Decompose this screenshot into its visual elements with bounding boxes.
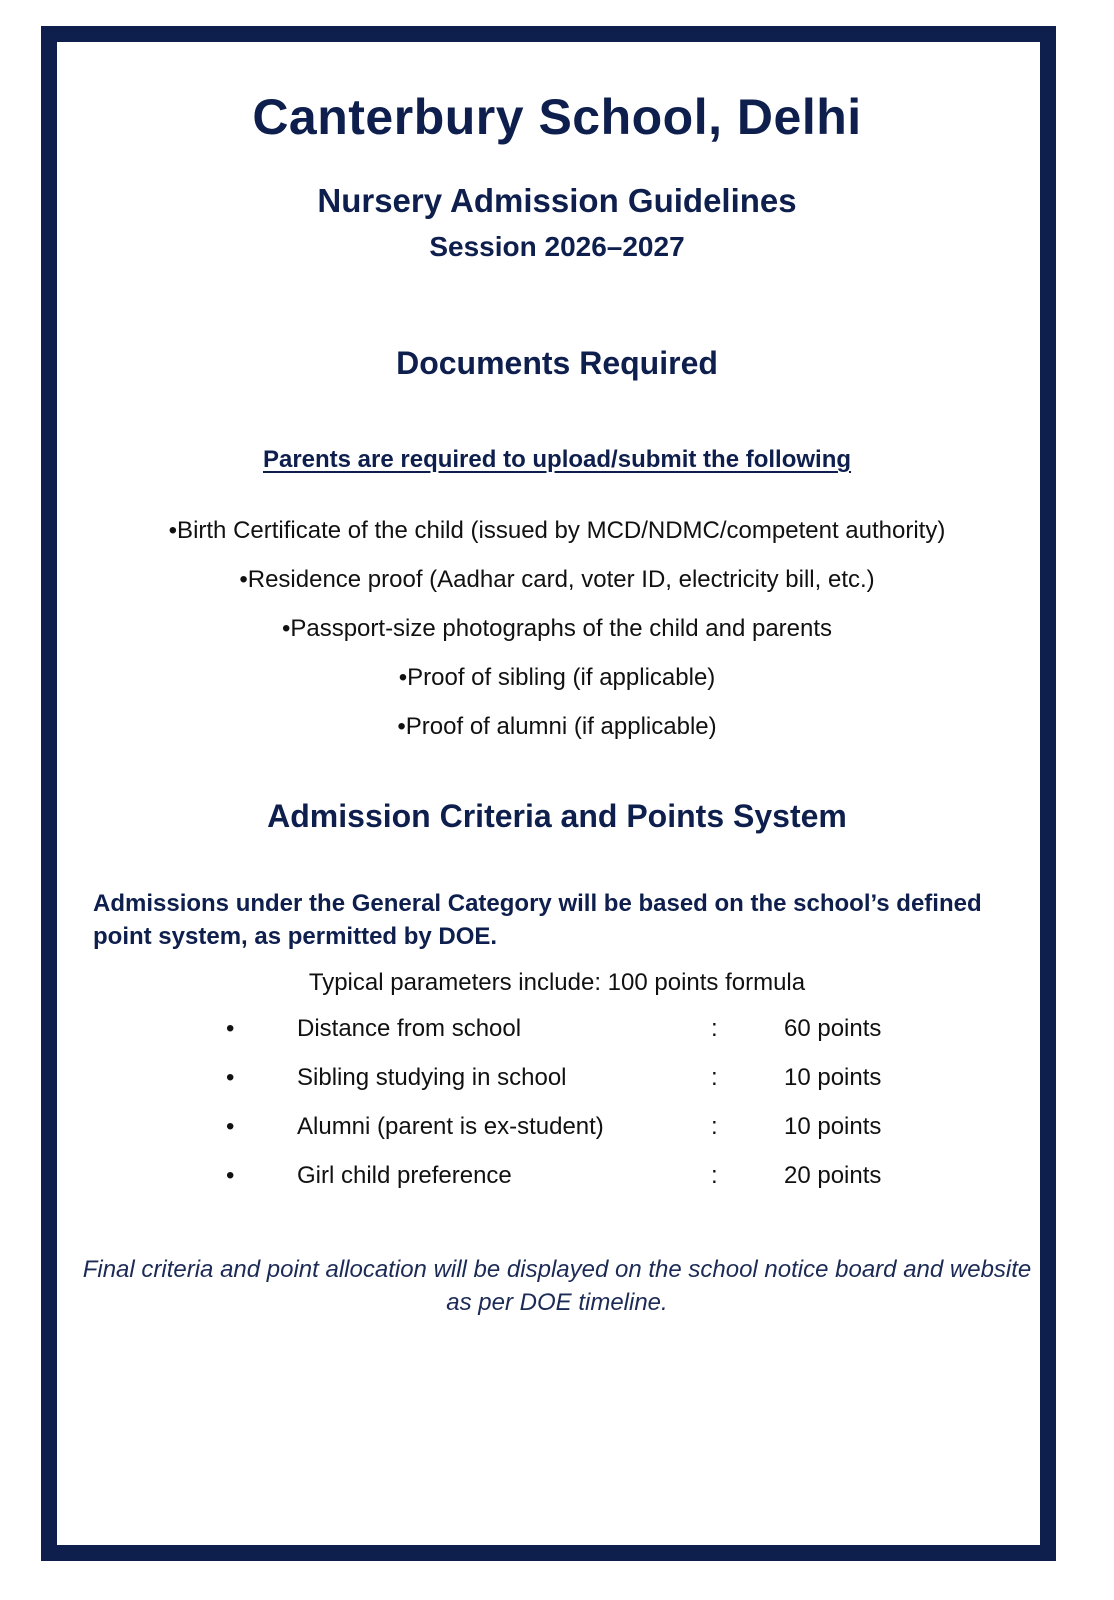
parameter-points: 60 points (784, 1015, 882, 1042)
document-item: •Proof of alumni (if applicable) (397, 713, 717, 740)
separator-colon: : (711, 1113, 718, 1140)
bullet-icon: • (226, 1064, 235, 1091)
bullet-icon: • (226, 1162, 235, 1189)
parameters-intro-text: Typical parameters include: 100 points formula (308, 969, 806, 996)
points-row (0, 1113, 1114, 1162)
separator-colon: : (711, 1162, 718, 1189)
points-row (0, 1064, 1114, 1113)
separator-colon: : (711, 1015, 718, 1042)
parameter-points: 20 points (784, 1162, 882, 1189)
document-item: •Proof of sibling (if applicable) (398, 664, 716, 691)
footer-note: Final criteria and point allocation will be displayed on the school notice board and website as per DOE timeline. (82, 1256, 1032, 1316)
bullet-icon: • (226, 1113, 235, 1140)
separator-colon: : (711, 1064, 718, 1091)
documents-required-heading: Documents Required (396, 345, 718, 381)
parameter-label: Distance from school (297, 1015, 522, 1042)
parameter-label: Alumni (parent is ex-student) (297, 1113, 604, 1140)
criteria-intro-text: Admissions under the General Category will be based on the school’s defined point system, as permitted by DOE. (93, 890, 982, 950)
document-item: •Birth Certificate of the child (issued by MCD/NDMC/competent authority) (168, 517, 946, 544)
school-name-title: Canterbury School, Delhi (252, 89, 862, 145)
parameter-points: 10 points (784, 1064, 882, 1091)
session-label: Session 2026–2027 (429, 231, 685, 262)
document-item: •Residence proof (Aadhar card, voter ID, electricity bill, etc.) (239, 566, 875, 593)
bullet-icon: • (226, 1015, 235, 1042)
points-row (0, 1015, 1114, 1064)
parameter-label: Girl child preference (297, 1162, 512, 1189)
documents-list (0, 519, 1114, 764)
parameter-points: 10 points (784, 1113, 882, 1140)
points-table (0, 1015, 1114, 1211)
document-subtitle: Nursery Admission Guidelines (317, 182, 797, 219)
points-row (0, 1162, 1114, 1211)
documents-intro-text: Parents are required to upload/submit the following (262, 446, 852, 473)
document-item: •Passport-size photographs of the child and parents (281, 615, 833, 642)
criteria-heading: Admission Criteria and Points System (267, 798, 847, 834)
parameter-label: Sibling studying in school (297, 1064, 567, 1091)
